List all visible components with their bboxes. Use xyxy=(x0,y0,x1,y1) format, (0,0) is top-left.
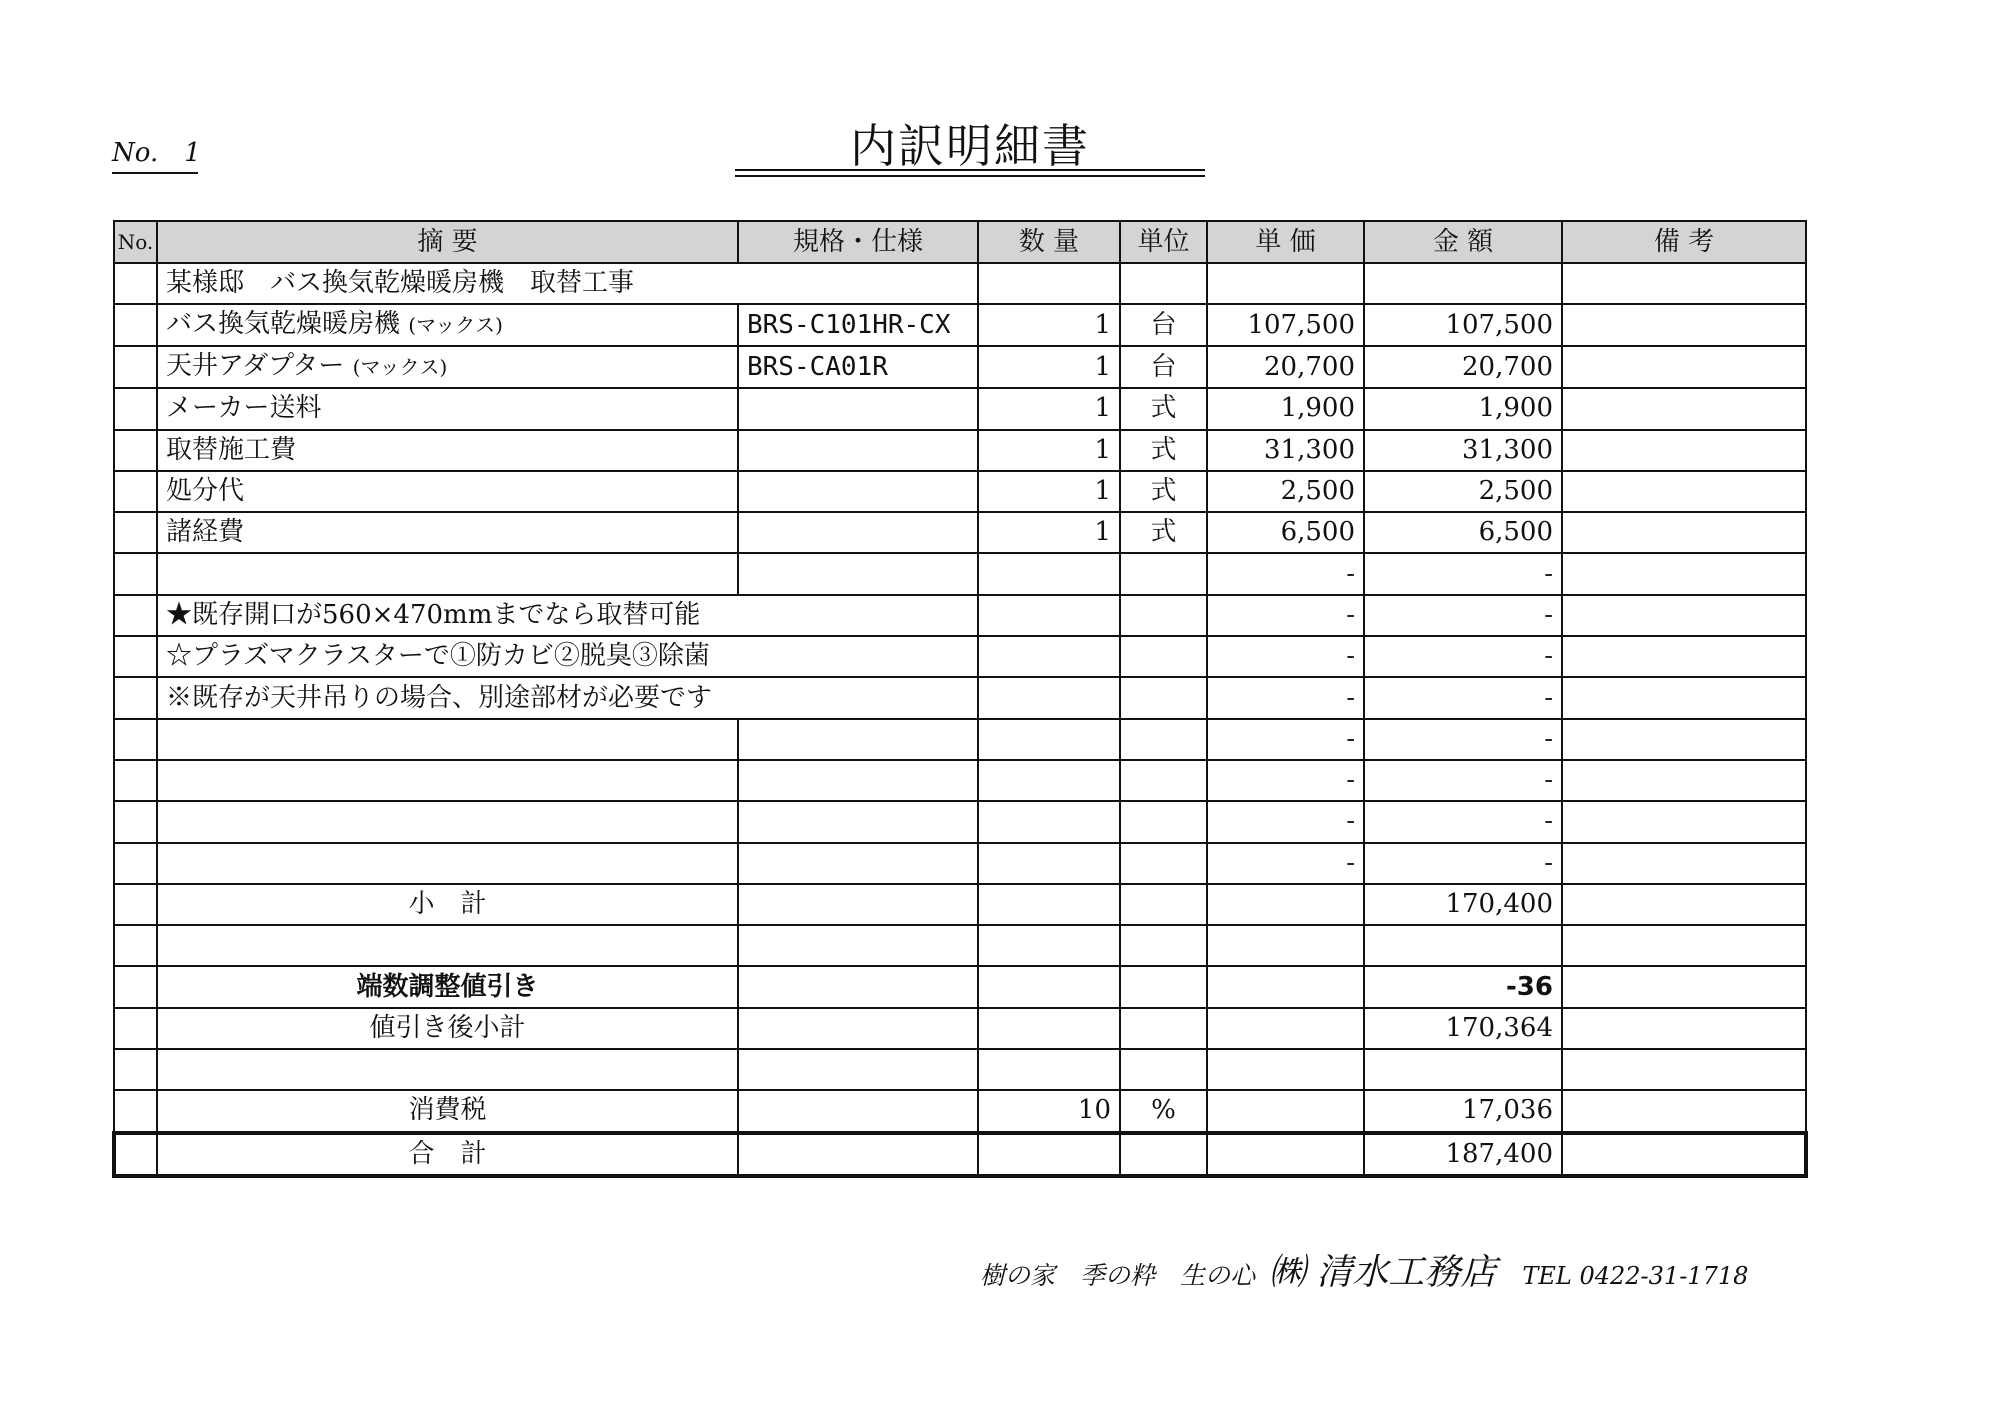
empty-price-dash: - xyxy=(1207,595,1364,636)
empty-amount-dash: - xyxy=(1364,636,1562,677)
empty-amount-dash: - xyxy=(1364,719,1562,760)
company-phone: TEL 0422-31-1718 xyxy=(1522,1262,1749,1290)
item-quantity: 1 xyxy=(978,388,1120,429)
item-unit-price: 1,900 xyxy=(1207,388,1364,429)
empty-price-dash: - xyxy=(1207,801,1364,842)
item-unit: 式 xyxy=(1120,430,1207,471)
subtotal-amount: 170,400 xyxy=(1364,884,1562,925)
company-footer xyxy=(980,1248,1780,1301)
discount-row xyxy=(114,966,1806,1007)
item-quantity: 1 xyxy=(978,471,1120,512)
item-unit: 台 xyxy=(1120,304,1207,346)
empty-amount-dash: - xyxy=(1364,677,1562,718)
subtotal-row xyxy=(114,884,1806,925)
table-row xyxy=(114,430,1806,471)
table-row xyxy=(114,677,1806,718)
table-header-row xyxy=(114,221,1806,263)
header-quantity: 数 量 xyxy=(978,221,1120,263)
item-unit: 台 xyxy=(1120,346,1207,388)
table-row xyxy=(114,925,1806,966)
after-discount-row xyxy=(114,1008,1806,1049)
table-row xyxy=(114,760,1806,801)
item-amount: 1,900 xyxy=(1364,388,1562,429)
tax-label: 消費税 xyxy=(157,1090,738,1132)
table-row xyxy=(114,346,1806,388)
item-amount: 6,500 xyxy=(1364,512,1562,553)
empty-price-dash: - xyxy=(1207,760,1364,801)
header-no: No. xyxy=(114,221,157,263)
empty-amount-dash: - xyxy=(1364,595,1562,636)
item-unit-price: 2,500 xyxy=(1207,471,1364,512)
item-unit: 式 xyxy=(1120,512,1207,553)
item-unit: 式 xyxy=(1120,388,1207,429)
document-number-label: No. xyxy=(112,138,159,168)
note-line: ☆プラズマクラスターで①防カビ②脱臭③除菌 xyxy=(157,636,978,677)
table-row xyxy=(114,636,1806,677)
empty-price-dash: - xyxy=(1207,843,1364,884)
after-discount-amount: 170,364 xyxy=(1364,1008,1562,1049)
item-name: 処分代 xyxy=(157,471,738,512)
item-quantity: 1 xyxy=(978,512,1120,553)
item-name: 取替施工費 xyxy=(157,430,738,471)
table-row xyxy=(114,512,1806,553)
header-unit-price: 単 価 xyxy=(1207,221,1364,263)
item-unit: 式 xyxy=(1120,471,1207,512)
header-spec: 規格・仕様 xyxy=(738,221,978,263)
table-row xyxy=(114,719,1806,760)
discount-amount: -36 xyxy=(1364,966,1562,1007)
document-number xyxy=(112,136,201,174)
table-row xyxy=(114,263,1806,304)
tax-unit: % xyxy=(1120,1090,1207,1132)
empty-amount-dash: - xyxy=(1364,843,1562,884)
item-quantity: 1 xyxy=(978,304,1120,346)
detail-table xyxy=(112,220,1808,1178)
item-unit-price: 6,500 xyxy=(1207,512,1364,553)
after-discount-label: 値引き後小計 xyxy=(157,1008,738,1049)
item-spec: BRS-CA01R xyxy=(738,346,978,388)
table-row xyxy=(114,553,1806,594)
header-unit: 単位 xyxy=(1120,221,1207,263)
subtotal-label: 小 計 xyxy=(157,884,738,925)
grand-total-row xyxy=(114,1133,1806,1176)
item-unit-price: 31,300 xyxy=(1207,430,1364,471)
table-row xyxy=(114,801,1806,842)
table-row xyxy=(114,304,1806,346)
item-quantity: 1 xyxy=(978,346,1120,388)
header-description: 摘 要 xyxy=(157,221,738,263)
header-amount: 金 額 xyxy=(1364,221,1562,263)
empty-amount-dash: - xyxy=(1364,760,1562,801)
item-name: メーカー送料 xyxy=(157,388,738,429)
grand-total-amount: 187,400 xyxy=(1364,1133,1562,1176)
item-name: 諸経費 xyxy=(157,512,738,553)
table-row xyxy=(114,388,1806,429)
item-amount: 31,300 xyxy=(1364,430,1562,471)
table-row xyxy=(114,843,1806,884)
item-spec: BRS-C101HR-CX xyxy=(738,304,978,346)
item-unit-price: 20,700 xyxy=(1207,346,1364,388)
empty-amount-dash: - xyxy=(1364,801,1562,842)
empty-price-dash: - xyxy=(1207,553,1364,594)
note-line: ※既存が天井吊りの場合、別途部材が必要です xyxy=(157,677,978,718)
tax-row xyxy=(114,1090,1806,1132)
table-row xyxy=(114,1049,1806,1090)
empty-price-dash: - xyxy=(1207,677,1364,718)
item-amount: 20,700 xyxy=(1364,346,1562,388)
item-unit-price: 107,500 xyxy=(1207,304,1364,346)
discount-label: 端数調整値引き xyxy=(157,966,738,1007)
item-name: バス換気乾燥暖房機 (マックス) xyxy=(157,304,738,346)
item-name: 天井アダプター (マックス) xyxy=(157,346,738,388)
empty-price-dash: - xyxy=(1207,719,1364,760)
note-line: ★既存開口が560×470mmまでなら取替可能 xyxy=(157,595,978,636)
item-quantity: 1 xyxy=(978,430,1120,471)
footer-slogan: 樹の家 季の粋 生の心 xyxy=(980,1261,1256,1290)
empty-price-dash: - xyxy=(1207,636,1364,677)
title-underline-lower xyxy=(735,175,1205,177)
table-row xyxy=(114,595,1806,636)
table-row xyxy=(114,471,1806,512)
tax-amount: 17,036 xyxy=(1364,1090,1562,1132)
document-title: 内訳明細書 xyxy=(850,119,1090,173)
item-amount: 107,500 xyxy=(1364,304,1562,346)
job-title: 某様邸 バス換気乾燥暖房機 取替工事 xyxy=(157,263,978,304)
item-amount: 2,500 xyxy=(1364,471,1562,512)
grand-total-label: 合 計 xyxy=(157,1133,738,1176)
empty-amount-dash: - xyxy=(1364,553,1562,594)
document-number-value: 1 xyxy=(184,138,201,168)
company-name: ㈱ 清水工務店 xyxy=(1268,1252,1497,1293)
header-remarks: 備 考 xyxy=(1562,221,1806,263)
tax-rate: 10 xyxy=(978,1090,1120,1132)
title-underline-upper xyxy=(735,169,1205,171)
